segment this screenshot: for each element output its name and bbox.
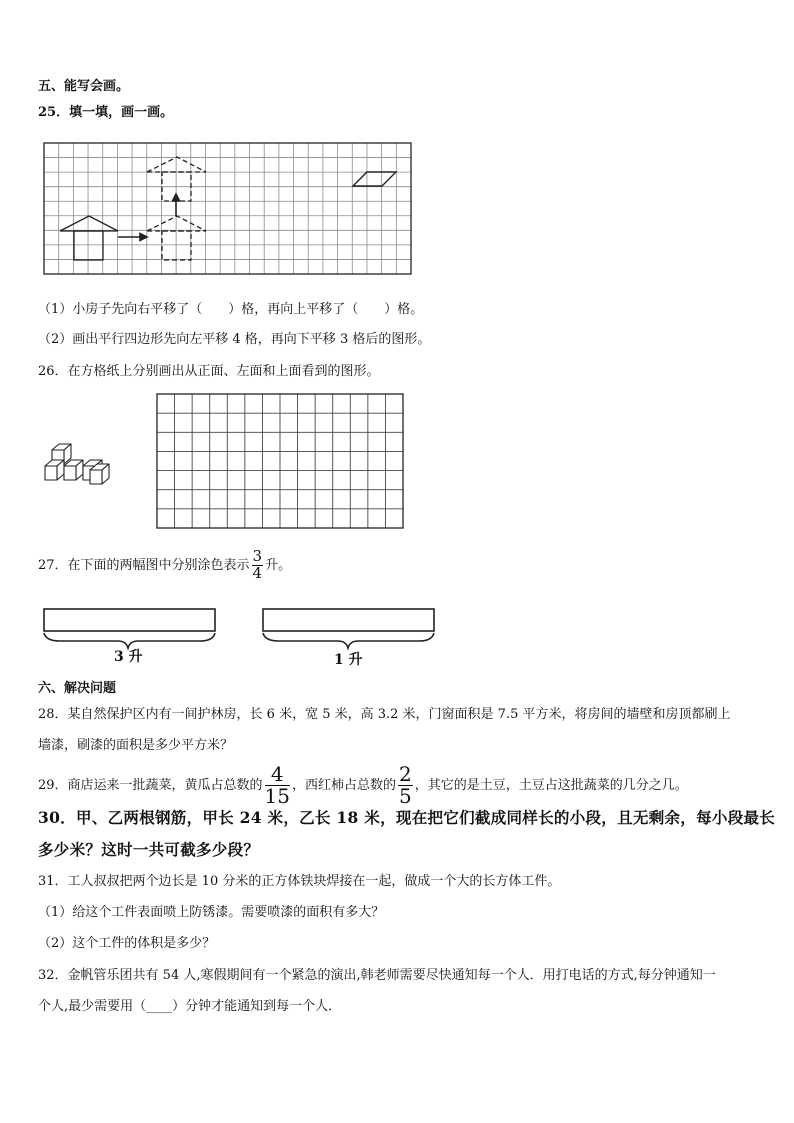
q32-line2: 个人,最少需要用（____）分钟才能通知到每一个人． xyxy=(38,999,342,1014)
bar1-label: 3 升 xyxy=(114,649,143,665)
section-five-title: 五、能写会画。 xyxy=(38,79,130,94)
q28-line2: 墙漆，刷漆的面积是多少平方米？ xyxy=(38,738,234,753)
q25-sub1: （1）小房子先向右平移了（ ）格，再向上平移了（ ）格。 xyxy=(38,302,424,317)
q32-line1: 32．金帆管乐团共有 54 人,寒假期间有一个紧急的演出,韩老师需要尽快通知每一个人．用打电话的方式,每分钟通知一 xyxy=(38,968,716,983)
brace-bar2 xyxy=(263,633,434,648)
q25-stem: 25．填一填，画一画。 xyxy=(38,105,174,120)
brace-bar1 xyxy=(44,633,215,648)
q30-line1: 30．甲、乙两根钢筋，甲长 24 米，乙长 18 米，现在把它们截成同样长的小段，且无剩余，每小段最长 xyxy=(38,808,776,827)
q25-sub2: （2）画出平行四边形先向左平移 4 格，再向下平移 3 格后的图形。 xyxy=(38,332,431,347)
section-six-title: 六、解决问题 xyxy=(38,681,117,696)
q29-stem: 29．商店运来一批蔬菜，黄瓜占总数的 $\frac{4}{15}$ ，西红柿占总数的 $\frac{2}{5}$ ，其它的是土豆，土豆占这批蔬菜的几分之几。 xyxy=(38,762,688,808)
fraction-three-quarters: $\frac{3}{4}$ xyxy=(252,547,263,582)
bar-1-liter xyxy=(263,609,434,631)
q26-stem: 26．在方格纸上分别画出从正面、左面和上面看到的图形。 xyxy=(38,364,380,379)
q31-sub2: （2）这个工件的体积是多少？ xyxy=(38,936,216,951)
q31-stem: 31．工人叔叔把两个边长是 10 分米的正方体铁块焊接在一起，做成一个大的长方体工件。 xyxy=(38,874,561,889)
bar-3-liters xyxy=(44,609,215,631)
bar2-label: 1 升 xyxy=(334,652,363,668)
q28-line1: 28．某自然保护区内有一间护林房，长 6 米，宽 5 米，高 3.2 米，门窗面积是 7.5 平方米，将房间的墙壁和房顶都刷上 xyxy=(38,707,731,722)
fraction-two-fifths: $\frac{2}{5}$ xyxy=(399,762,412,808)
q27-stem: 27．在下面的两幅图中分别涂色表示 $\frac{3}{4}$ 升。 xyxy=(38,547,292,582)
q30-line2: 多少米？这时一共可截多少段？ xyxy=(38,840,260,859)
q31-sub1: （1）给这个工件表面喷上防锈漆。需要喷漆的面积有多大？ xyxy=(38,905,385,920)
fraction-four-fifteenths: $\frac{4}{15}$ xyxy=(264,762,290,808)
